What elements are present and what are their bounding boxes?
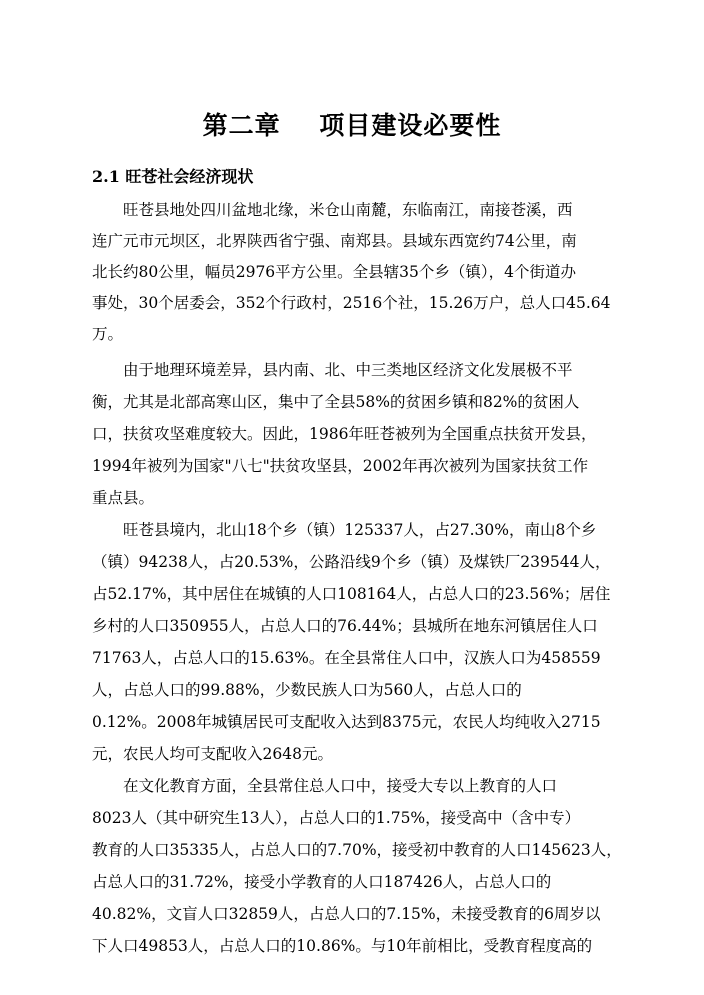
body-line: 万。 (92, 325, 124, 343)
body-line: 教育的人口35335人，占总人口的7.70%，接受初中教育的人口145623人， (92, 841, 622, 859)
body-line: 旺苍县境内，北山18个乡（镇）125337人，占27.30%，南山8个乡 (92, 521, 597, 539)
body-line: 连广元市元坝区，北界陕西省宁强、南郑县。县域东西宽约74公里，南 (92, 232, 577, 250)
body-line: 8023人（其中研究生13人），占总人口的1.75%，接受高中（含中专） (92, 809, 581, 827)
section-heading: 2.1 旺苍社会经济现状 (92, 167, 254, 186)
body-line: 重点县。 (92, 489, 155, 507)
body-line: 在文化教育方面，全县常住总人口中，接受大专以上教育的人口 (92, 777, 558, 795)
body-line: 占52.17%，其中居住在城镇的人口108164人，占总人口的23.56%；居住 (92, 585, 611, 603)
body-line: 口，扶贫攻坚难度较大。因此，1986年旺苍被列为全国重点扶贫开发县， (92, 425, 597, 443)
body-line: 乡村的人口350955人，占总人口的76.44%；县城所在地东河镇居住人口 (92, 617, 598, 635)
chapter-title: 第二章 项目建设必要性 (202, 111, 502, 140)
body-line: 1994年被列为国家"八七"扶贫攻坚县，2002年再次被列为国家扶贫工作 (92, 457, 589, 475)
body-line: 旺苍县地处四川盆地北缘，米仓山南麓，东临南江，南接苍溪，西 (92, 201, 573, 219)
body-line: 占总人口的31.72%，接受小学教育的人口187426人，占总人口的 (92, 873, 552, 891)
body-line: 事处，30个居委会，352个行政村，2516个社，15.26万户，总人口45.64 (92, 294, 611, 312)
body-line: 由于地理环境差异，县内南、北、中三类地区经济文化发展极不平 (92, 361, 573, 379)
body-line: 71763人，占总人口的15.63%。在全县常住人口中，汉族人口为458559 (92, 649, 601, 667)
body-line: 衡，尤其是北部高寒山区，集中了全县58%的贫困乡镇和82%的贫困人 (92, 393, 580, 411)
body-line: 下人口49853人，占总人口的10.86%。与10年前相比，受教育程度高的 (92, 937, 593, 955)
body-line: 北长约80公里，幅员2976平方公里。全县辖35个乡（镇），4个街道办 (92, 263, 577, 281)
body-line: 人，占总人口的99.88%，少数民族人口为560人，占总人口的 (92, 681, 522, 699)
body-line: 元，农民人均可支配收入2648元。 (92, 745, 333, 763)
body-line: 0.12%。2008年城镇居民可支配收入达到8375元，农民人均纯收入2715 (92, 713, 601, 731)
body-line: （镇）94238人，占20.53%，公路沿线9个乡（镇）及煤铁厂239544人， (92, 553, 611, 571)
body-line: 40.82%，文盲人口32859人，占总人口的7.15%，未接受教育的6周岁以 (92, 905, 601, 923)
